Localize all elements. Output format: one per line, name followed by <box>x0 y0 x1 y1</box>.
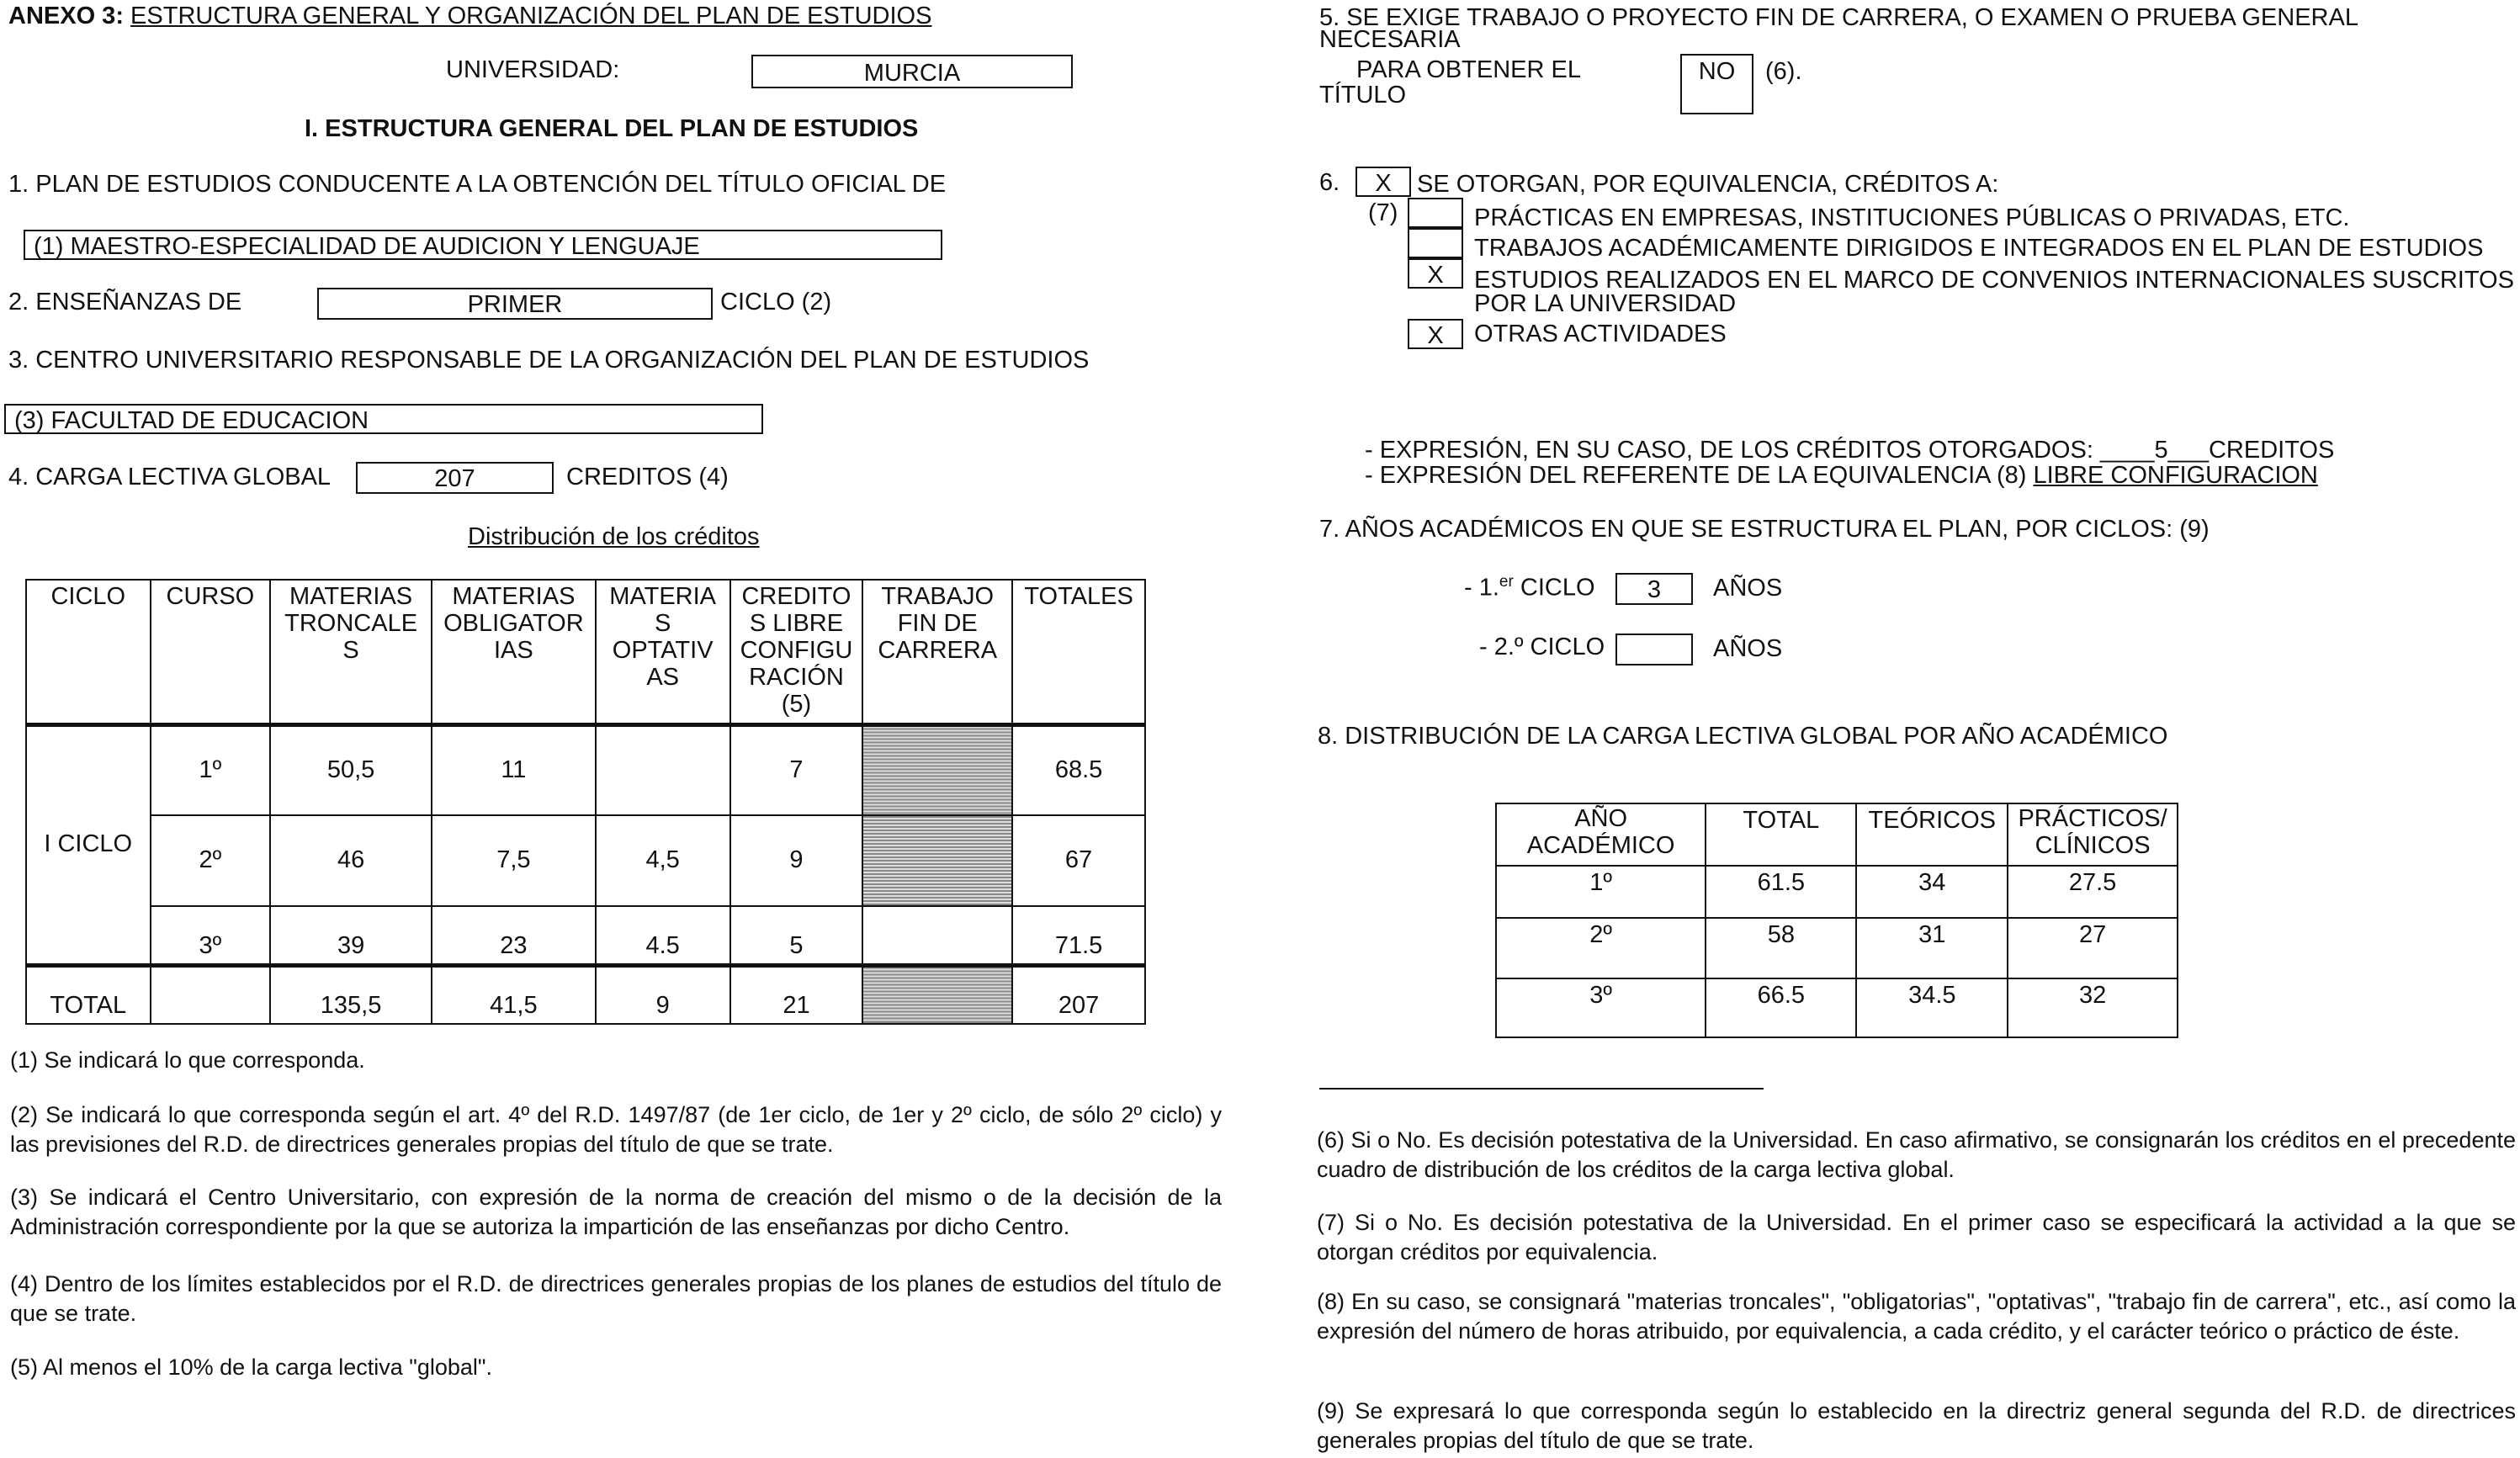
option-label: TRABAJOS ACADÉMICAMENTE DIRIGIDOS E INTEGRADOS EN EL PLAN DE ESTUDIOS <box>1474 235 2484 262</box>
shaded-cell <box>862 724 1012 815</box>
footnote-divider <box>1319 1088 1764 1090</box>
item2-suffix: CICLO (2) <box>720 289 832 315</box>
equivalence-expression: - EXPRESIÓN DEL REFERENTE DE LA EQUIVALENCIA (8) LIBRE CONFIGURACION <box>1365 462 2318 489</box>
year-cell: 3º <box>1496 978 1706 1037</box>
option-label: OTRAS ACTIVIDADES <box>1474 321 1727 347</box>
footnote: (3) Se indicará el Centro Universitario, con expresión de la norma de creación del mismo o de la decisión de la Administración correspondiente por la que se autoriza la impartición de las enseñanzas por dicho Centro. <box>10 1185 1222 1239</box>
footnote: (1) Se indicará lo que corresponda. <box>10 1047 365 1073</box>
obligatorias-cell: 23 <box>432 906 596 965</box>
troncales-cell: 46 <box>270 815 432 906</box>
credits-header-cell: CICLO <box>26 580 151 724</box>
item6-text: SE OTORGAN, POR EQUIVALENCIA, CRÉDITOS A: <box>1417 171 1999 198</box>
degree-title-field: (1) MAESTRO-ESPECIALIDAD DE AUDICION Y LENGUAJE <box>24 230 942 260</box>
practicos-cell: 27.5 <box>2008 866 2178 918</box>
option-checkbox[interactable]: X <box>1408 319 1463 349</box>
item5-line4: TÍTULO <box>1319 82 1407 109</box>
table-row <box>26 906 1145 965</box>
totales-cell: 68.5 <box>1012 724 1145 815</box>
table-row <box>1496 918 2178 978</box>
empty-cell <box>862 906 1012 965</box>
teoricos-cell: 34 <box>1856 866 2008 918</box>
total-cell: 66.5 <box>1706 978 1856 1037</box>
table-row <box>26 724 1145 815</box>
equivalence-value: LIBRE CONFIGURACION <box>2033 462 2318 489</box>
center-field: (3) FACULTAD DE EDUCACION <box>4 404 763 434</box>
credits-header-cell: CREDITO S LIBRE CONFIGU RACIÓN (5) <box>730 580 863 724</box>
footnote: (8) En su caso, se consignará "materias troncales", "obligatorias", "optativas", "trabajo fin de carrera", etc., así como la expresión del número de horas atribuido, por equivalencia, a cada crédito, y el carácter teórico o práctico de éste. <box>1317 1289 2516 1344</box>
option-checkbox[interactable]: X <box>1408 258 1463 289</box>
item8-text: 8. DISTRIBUCIÓN DE LA CARGA LECTIVA GLOBAL POR AÑO ACADÉMICO <box>1318 723 2168 750</box>
item3-text: 3. CENTRO UNIVERSITARIO RESPONSABLE DE LA ORGANIZACIÓN DEL PLAN DE ESTUDIOS <box>8 347 1090 374</box>
credits-header-cell: CURSO <box>151 580 271 724</box>
cycle1-years-field: 3 <box>1615 573 1693 605</box>
obligatorias-cell: 7,5 <box>432 815 596 906</box>
option-checkbox[interactable] <box>1408 228 1463 258</box>
item6-label: 6. <box>1319 169 1340 196</box>
optativas-cell: 4,5 <box>596 815 730 906</box>
item5-line1: 5. SE EXIGE TRABAJO O PROYECTO FIN DE CARRERA, O EXAMEN O PRUEBA GENERAL <box>1319 4 2358 31</box>
footnote: (6) Si o No. Es decisión potestativa de la Universidad. En caso afirmativo, se consignarán los créditos en el precedente cuadro de distribución de los créditos de la carga lectiva global. <box>1317 1127 2516 1182</box>
university-label: UNIVERSIDAD: <box>446 56 620 83</box>
credits-header-cell: TOTALES <box>1012 580 1145 724</box>
credits-header-cell: MATERIAS TRONCALE S <box>270 580 432 724</box>
academic-year-table <box>1495 803 2178 1038</box>
year-cell: 2º <box>1496 918 1706 978</box>
curso-cell: 3º <box>151 906 271 965</box>
university-field: MURCIA <box>751 55 1073 88</box>
optativas-cell: 9 <box>596 965 730 1024</box>
credits-header-row <box>26 580 1145 724</box>
item7-text: 7. AÑOS ACADÉMICOS EN QUE SE ESTRUCTURA EL PLAN, POR CICLOS: (9) <box>1319 516 2210 543</box>
item4-label: 4. CARGA LECTIVA GLOBAL <box>8 464 332 490</box>
total-cell: 58 <box>1706 918 1856 978</box>
item1-text: 1. PLAN DE ESTUDIOS CONDUCENTE A LA OBTENCIÓN DEL TÍTULO OFICIAL DE <box>8 171 947 198</box>
credits-table <box>25 579 1146 1025</box>
credits-header-cell: TRABAJO FIN DE CARRERA <box>862 580 1012 724</box>
libre-cell: 5 <box>730 906 863 965</box>
total-label: TOTAL <box>26 965 151 1024</box>
total-row <box>26 965 1145 1024</box>
cycle1-suffix: AÑOS <box>1713 575 1783 602</box>
item6-note: (7) <box>1368 199 1398 226</box>
equivalence-checkbox[interactable]: X <box>1355 167 1411 197</box>
troncales-cell: 39 <box>270 906 432 965</box>
option-checkbox[interactable] <box>1408 198 1463 228</box>
table-row <box>1496 866 2178 918</box>
annex-label: ANEXO 3: <box>8 3 124 29</box>
annex-title: ESTRUCTURA GENERAL Y ORGANIZACIÓN DEL PLAN DE ESTUDIOS <box>130 3 932 29</box>
curso-cell: 1º <box>151 724 271 815</box>
item4-suffix: CREDITOS (4) <box>566 464 729 490</box>
cycle-field: PRIMER <box>317 288 713 320</box>
year-header-cell: AÑO ACADÉMICO <box>1496 803 1706 866</box>
year-header-row <box>1496 803 2178 866</box>
curso-cell: 2º <box>151 815 271 906</box>
item5-line3: PARA OBTENER EL <box>1356 56 1581 83</box>
global-load-field: 207 <box>356 462 554 494</box>
curso-cell <box>151 965 271 1024</box>
practicos-cell: 27 <box>2008 918 2178 978</box>
annex-heading <box>8 3 931 30</box>
libre-cell: 21 <box>730 965 863 1024</box>
footnote: (9) Se expresará lo que corresponda según lo establecido en la directriz general segunda del R.D. de directrices generales propias del título de que se trate. <box>1317 1398 2516 1453</box>
footnote: (2) Se indicará lo que corresponda según el art. 4º del R.D. 1497/87 (de 1er ciclo, de 1er y 2º ciclo, de sólo 2º ciclo) y las previsiones del R.D. de directrices generales propias del título de que se trate. <box>10 1102 1222 1157</box>
final-project-field: NO <box>1680 54 1753 114</box>
libre-cell: 9 <box>730 815 863 906</box>
cycle1-label: - 1.$^{er}$ CICLO <box>1464 573 1595 602</box>
year-cell: 1º <box>1496 866 1706 918</box>
optativas-cell: 4.5 <box>596 906 730 965</box>
year-header-cell: PRÁCTICOS/ CLÍNICOS <box>2008 803 2178 866</box>
year-header-cell: TEÓRICOS <box>1856 803 2008 866</box>
option-label-cont: POR LA UNIVERSIDAD <box>1474 290 1737 317</box>
distribution-title: Distribución de los créditos <box>468 523 760 550</box>
footnote: (5) Al menos el 10% de la carga lectiva "global". <box>10 1355 492 1380</box>
credits-expression-value: 5 <box>2154 437 2168 464</box>
totales-cell: 67 <box>1012 815 1145 906</box>
teoricos-cell: 34.5 <box>1856 978 2008 1037</box>
cycle2-suffix: AÑOS <box>1713 635 1783 662</box>
option-label: PRÁCTICAS EN EMPRESAS, INSTITUCIONES PÚBLICAS O PRIVADAS, ETC. <box>1474 204 2350 231</box>
cycle2-label: - 2.º CICLO <box>1479 634 1605 660</box>
option-label: ESTUDIOS REALIZADOS EN EL MARCO DE CONVENIOS INTERNACIONALES SUSCRITOS <box>1474 267 2514 294</box>
credits-expression: - EXPRESIÓN, EN SU CASO, DE LOS CRÉDITOS OTORGADOS: ____5___CREDITOS <box>1365 437 2335 464</box>
totales-cell: 207 <box>1012 965 1145 1024</box>
footnote: (7) Si o No. Es decisión potestativa de la Universidad. En el primer caso se especificará la actividad a la que se otorgan créditos por equivalencia. <box>1317 1210 2516 1264</box>
item5-line2: NECESARIA <box>1319 26 1461 53</box>
obligatorias-cell: 41,5 <box>432 965 596 1024</box>
credits-header-cell: MATERIA S OPTATIV AS <box>596 580 730 724</box>
practicos-cell: 32 <box>2008 978 2178 1037</box>
section-title: I. ESTRUCTURA GENERAL DEL PLAN DE ESTUDIOS <box>305 115 919 142</box>
obligatorias-cell: 11 <box>432 724 596 815</box>
teoricos-cell: 31 <box>1856 918 2008 978</box>
libre-cell: 7 <box>730 724 863 815</box>
total-cell: 61.5 <box>1706 866 1856 918</box>
item5-note: (6). <box>1765 58 1802 85</box>
shaded-cell <box>862 815 1012 906</box>
troncales-cell: 50,5 <box>270 724 432 815</box>
table-row <box>26 815 1145 906</box>
shaded-cell <box>862 965 1012 1024</box>
year-header-cell: TOTAL <box>1706 803 1856 866</box>
totales-cell: 71.5 <box>1012 906 1145 965</box>
footnote: (4) Dentro de los límites establecidos por el R.D. de directrices generales propias de los planes de estudios del título de que se trate. <box>10 1271 1222 1326</box>
cycle-label: I CICLO <box>26 724 151 965</box>
item2-label: 2. ENSEÑANZAS DE <box>8 289 242 315</box>
optativas-cell <box>596 724 730 815</box>
credits-header-cell: MATERIAS OBLIGATOR IAS <box>432 580 596 724</box>
troncales-cell: 135,5 <box>270 965 432 1024</box>
cycle2-years-field <box>1615 634 1693 665</box>
table-row <box>1496 978 2178 1037</box>
